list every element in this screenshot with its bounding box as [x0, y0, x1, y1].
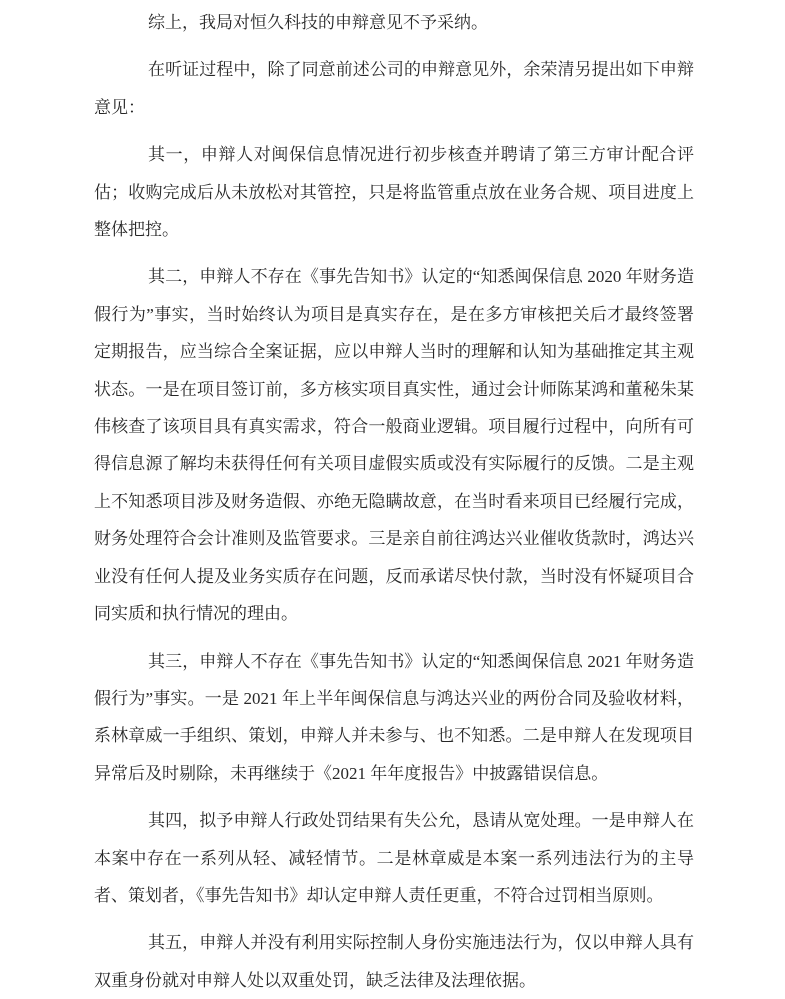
- paragraph-defense-point-1: 其一，申辩人对闽保信息情况进行初步核查并聘请了第三方审计配合评估；收购完成后从未放松对其管控，只是将监管重点放在业务合规、项目进度上整体把控。: [94, 145, 694, 240]
- paragraph-defense-point-2: 其二，申辩人不存在《事先告知书》认定的“知悉闽保信息 2020 年财务造假行为”事实，当时始终认为项目是真实存在，是在多方审核把关后才最终签署定期报告，应当综合全案证据，应以申辩人当时的理解和认知为基础推定其主观状态。一是在项目签订前，多方核实项目真实性，通过会计师陈某鸿和董秘朱某伟核查了该项目具有真实需求，符合一般商业逻辑。项目履行过程中，向所有可得信息源了解均未获得任何有关项目虚假实质或没有实际履行的反馈。二是主观上不知悉项目涉及财务造假、亦绝无隐瞒故意，在当时看来项目已经履行完成，财务处理符合会计准则及监管要求。三是亲自前往鸿达兴业催收货款时，鸿达兴业没有任何人提及业务实质存在问题，反而承诺尽快付款，当时没有怀疑项目合同实质和执行情况的理由。: [94, 267, 694, 624]
- paragraph-conclusion-company: 综上，我局对恒久科技的申辩意见不予采纳。: [148, 13, 488, 32]
- paragraph-defense-point-3: 其三，申辩人不存在《事先告知书》认定的“知悉闽保信息 2021 年财务造假行为”事实。一是 2021 年上半年闽保信息与鸿达兴业的两份合同及验收材料，系林章威一手组织、策划，申辩人并未参与、也不知悉。二是申辩人在发现项目异常后及时剔除，未再继续于《2021 年年度报告》中披露错误信息。: [94, 651, 694, 783]
- paragraph-hearing-intro: 在听证过程中，除了同意前述公司的申辩意见外，余荣清另提出如下申辩意见：: [94, 60, 694, 117]
- paragraph-defense-point-5: 其五，申辩人并没有利用实际控制人身份实施违法行为，仅以申辩人具有双重身份就对申辩人处以双重处罚，缺乏法律及法理依据。: [94, 933, 694, 990]
- paragraph-defense-point-4: 其四，拟予申辩人行政处罚结果有失公允，恳请从宽处理。一是申辩人在本案中存在一系列从轻、减轻情节。二是林章威是本案一系列违法行为的主导者、策划者，《事先告知书》却认定申辩人责任更重，不符合过罚相当原则。: [94, 811, 694, 905]
